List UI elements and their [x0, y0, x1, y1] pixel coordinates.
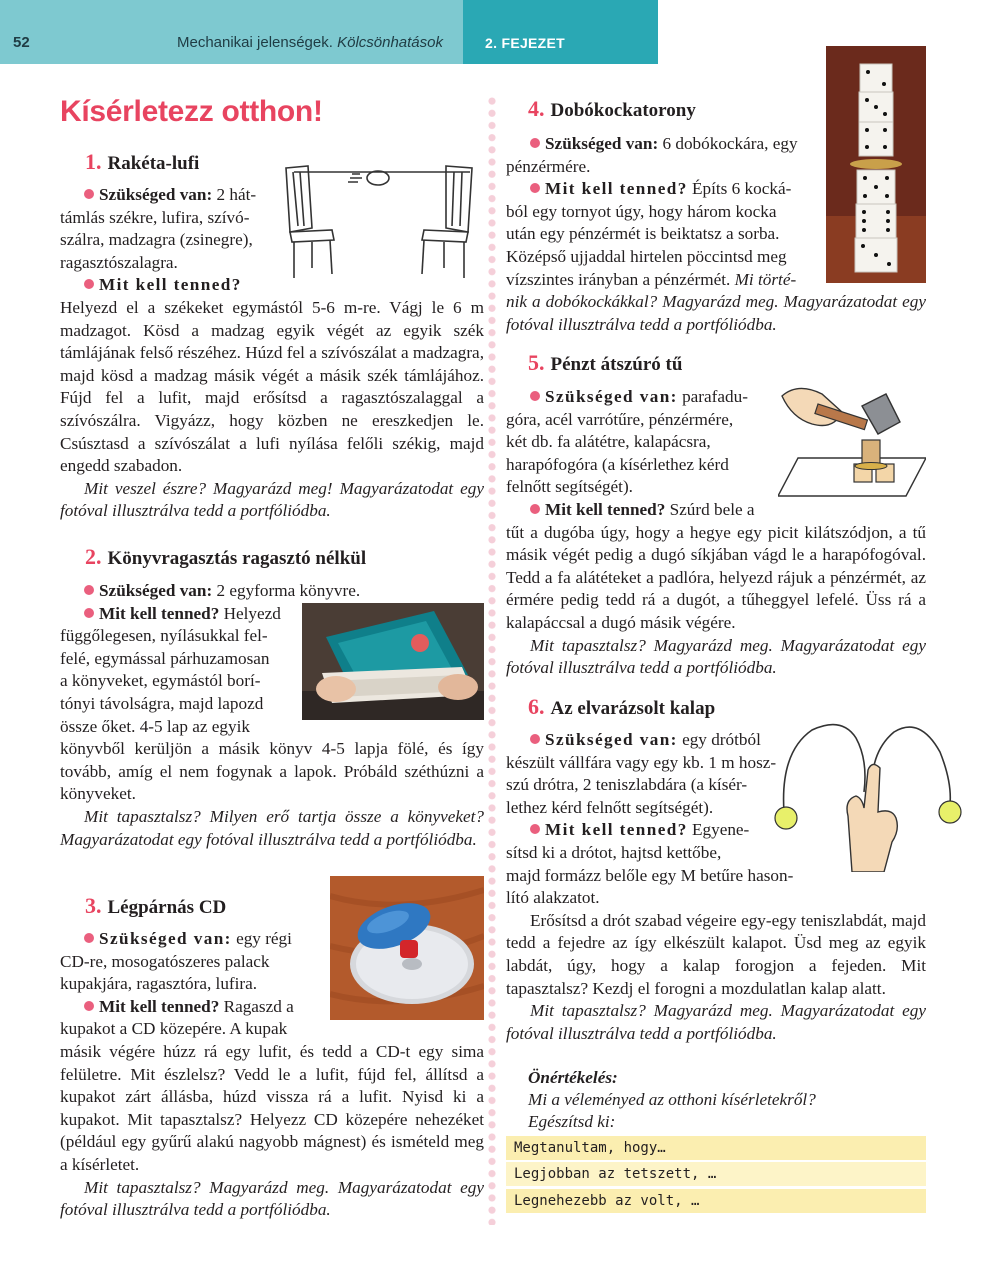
- chapter-label: 2. FEJEZET: [485, 35, 566, 51]
- running-title-italic: Kölcsönhatások: [337, 34, 443, 51]
- section-3-do-line: kupakot a CD közepére. A kupak: [60, 1019, 288, 1039]
- section-6-need-line: szú drótra, 2 teniszlabdára (a kísér-: [506, 775, 748, 795]
- section-6-need-line: lethez kérd felnőtt segítségét).: [506, 797, 714, 817]
- section-5-do-line: Szúrd bele a: [669, 499, 755, 519]
- section-6-need-line: készült vállfára vagy egy kb. 1 m hosz-: [506, 752, 777, 772]
- section-4-do-line: Építs 6 kocká-: [692, 179, 792, 199]
- bullet-icon: [84, 1001, 94, 1011]
- section-2-do-line: a könyveket, egymástól borí-: [60, 671, 261, 691]
- self-eval-row[interactable]: Legnehezebb az volt, …: [506, 1189, 926, 1213]
- section-4-question: nik a dobókockákkal? Magyarázd meg. Magyarázatodat egy fotóval illusztrálva tedd a portfóliódba.: [506, 292, 926, 334]
- section-3-question: Mit tapasztalsz? Magyarázd meg. Magyarázatodat egy fotóval illusztrálva tedd a portfóliódba.: [60, 1177, 484, 1220]
- section-2-need-label: Szükséged van:: [99, 581, 213, 600]
- section-1-body: [60, 184, 484, 523]
- section-5-instructions: tűt a dugóba úgy, hogy a hegye egy picit kilátszódjon, a tű másik végét pedig a dugó síkjában vágd le a harapófogóval. Tedd a fa alátéteket a padlóra, helyezd rájuk a pénzérmét, az érmére pedig tedd rá a dugót, a tűheggyel lefelé. Üss rá a kalapáccsal a dugó másik végére.: [506, 522, 926, 632]
- section-5-need-label: Szükséged van:: [545, 387, 678, 406]
- bullet-icon: [530, 504, 540, 514]
- section-1-title: Rakéta-lufi: [107, 153, 200, 174]
- self-evaluation: [528, 1067, 816, 1133]
- section-5-question: Mit tapasztalsz? Magyarázd meg. Magyarázatodat egy fotóval illusztrálva tedd a portfóliódba.: [506, 635, 926, 678]
- section-6-heading: [528, 694, 715, 720]
- section-2-title: Könyvragasztás ragasztó nélkül: [107, 548, 367, 569]
- section-4-body: [506, 133, 926, 336]
- section-6-do-line: sítsd ki a drótot, hajtsd kettőbe,: [506, 842, 722, 862]
- section-6-body: [506, 729, 926, 1045]
- section-2-do-line: függőlegesen, nyílásukkal fel-: [60, 626, 268, 646]
- section-5-need-line: két db. fa alátétre, kalapácsra,: [506, 432, 711, 452]
- section-3-need-line: egy régi: [236, 929, 292, 948]
- section-6-need-line: egy drótból: [682, 730, 761, 749]
- bullet-icon: [530, 734, 540, 744]
- bullet-icon: [84, 585, 94, 595]
- header-bar: [0, 0, 463, 64]
- self-eval-question: Mi a véleményed az otthoni kísérletekről?: [528, 1090, 816, 1109]
- section-3-need-line: CD-re, mosogatószeres palack: [60, 951, 270, 971]
- self-eval-title: Önértékelés:: [528, 1068, 618, 1087]
- section-2-do-line: felé, egymással párhuzamosan: [60, 648, 270, 668]
- section-4-do-line: ból egy tornyot úgy, hogy három kocka: [506, 201, 777, 221]
- section-2-do-line: Helyezd: [223, 603, 281, 623]
- section-2-do-line: tónyi távolságra, majd lapozd: [60, 693, 264, 713]
- section-1-number: 1.: [85, 149, 102, 174]
- section-1-need-line: támlás székre, lufira, szívó-: [60, 207, 250, 227]
- section-4-do-line: vízszintes irányban a pénzérmét.: [506, 269, 731, 289]
- section-5-need-line: parafadu-: [682, 387, 748, 406]
- section-2-body: [60, 580, 484, 851]
- section-2-do-line: össze őket. 4-5 lap az egyik: [60, 716, 250, 736]
- self-eval-row[interactable]: Legjobban az tetszett, …: [506, 1162, 926, 1186]
- section-3-number: 3.: [85, 893, 102, 918]
- section-6-question: Mit tapasztalsz? Magyarázd meg. Magyarázatodat egy fotóval illusztrálva tedd a portfóliódba.: [506, 1001, 926, 1043]
- section-6-do-line: majd formázz belőle egy M betűre hason-: [506, 865, 794, 885]
- section-4-need-line: pénzérmére.: [506, 156, 591, 176]
- section-3-instructions: másik végére húzz rá egy lufit, és tedd a CD-t egy sima felületre. Mit észlelsz? Vedd le a lufit, fújd fel, állítsd a kupakot zárt állásba, húzd vissza rá a lufit. Nyisd ki a kupakot. Mit tapasztalsz? Helyezz CD közepére nehezéket (például egy gyűrű alakú nagyobb mágnest) és ismételd meg a kísérletet.: [60, 1041, 484, 1174]
- section-1-instructions: Helyezd el a székeket egymástól 5-6 m-re. Vágj le 6 m madzagot. Kösd a madzag egyik végét az egyik szék támlájának felső részéhez. Húzd fel a szívószálat a madzagra, majd kösd a madzag másik végét a másik szék támlájához. Fújd fel a lufit, majd erősítsd a ragasztószalaggal a szívószálra. Vigyázz, hogy közben ne ereszkedjen le. Csúsztasd a szívószálat a lufi nyílása felőli székig, majd engedd szabadon.: [60, 297, 484, 476]
- section-1-need-label: Szükséged van:: [99, 185, 213, 204]
- section-6-instructions: Erősítsd a drót szabad végeire egy-egy teniszlabdát, majd tedd a fejedre az így elkészült kalapot. Üsd meg az egyik labdát, úgy, hogy a kalap forogjon a fejeden. Mit tapasztalsz? Kezdj el forogni a mozdulatlan kalap alatt.: [506, 910, 926, 998]
- page-title: Kísérletezz otthon!: [60, 95, 323, 128]
- section-4-heading: [528, 96, 696, 122]
- bullet-icon: [530, 391, 540, 401]
- section-2-need-text: 2 egyforma könyvre.: [216, 581, 361, 600]
- bullet-icon: [84, 189, 94, 199]
- page-number: 52: [13, 34, 30, 51]
- section-1-question: Mit veszel észre? Magyarázd meg! Magyarázatodat egy fotóval illusztrálva tedd a portfóliódba.: [60, 478, 484, 521]
- section-3-do-line: Ragaszd a: [223, 996, 294, 1016]
- section-2-question: Mit tapasztalsz? Milyen erő tartja össze a könyveket? Magyarázatodat egy fotóval illusztrálva tedd a portfóliódba.: [60, 806, 484, 849]
- running-title-plain: Mechanikai jelenségek.: [176, 34, 333, 51]
- section-3-body: [60, 928, 484, 1222]
- section-4-do-label: Mit kell tenned?: [545, 179, 688, 199]
- section-2-instructions: könyvből kerüljön a másik könyv 4-5 lapja fölé, és így tovább, amíg el nem fogynak a lapok. Próbáld széthúzni a könyveket.: [60, 739, 484, 804]
- section-6-do-line: lító alakzatot.: [506, 888, 600, 908]
- self-eval-instruction: Egészítsd ki:: [528, 1112, 616, 1131]
- column-divider: [487, 95, 497, 1225]
- section-4-need-label: Szükséged van:: [545, 134, 659, 153]
- section-6-need-label: Szükséged van:: [545, 730, 678, 749]
- section-5-body: [506, 386, 926, 680]
- section-2-number: 2.: [85, 544, 102, 569]
- bullet-icon: [84, 933, 94, 943]
- bullet-icon: [530, 183, 540, 193]
- self-eval-row[interactable]: Megtanultam, hogy…: [506, 1136, 926, 1160]
- section-1-heading: [85, 149, 199, 175]
- section-3-need-label: Szükséged van:: [99, 929, 232, 948]
- section-4-question-start: Mi törté-: [734, 269, 797, 289]
- self-eval-rows: [506, 1136, 926, 1215]
- section-4-number: 4.: [528, 96, 545, 121]
- section-5-need-line: góra, acél varrótűre, pénzérmére,: [506, 409, 734, 429]
- bullet-icon: [530, 824, 540, 834]
- section-6-do-line: Egyene-: [692, 820, 750, 840]
- section-6-number: 6.: [528, 694, 545, 719]
- section-2-do-label: Mit kell tenned?: [99, 603, 220, 623]
- section-3-heading: [85, 893, 226, 919]
- section-1-need-line: ragasztószalagra.: [60, 252, 178, 272]
- section-2-heading: [85, 544, 366, 570]
- section-1-need-line: 2 hát-: [216, 185, 257, 204]
- bullet-icon: [84, 279, 94, 289]
- section-4-do-line: Középső ujjaddal hirtelen pöccintsd meg: [506, 246, 787, 266]
- section-4-title: Dobókockatorony: [550, 100, 696, 121]
- section-5-do-label: Mit kell tenned?: [545, 499, 666, 519]
- section-6-title: Az elvarázsolt kalap: [550, 698, 716, 719]
- section-3-need-line: kupakjára, ragasztóra, lufira.: [60, 974, 258, 994]
- section-6-do-label: Mit kell tenned?: [545, 820, 688, 840]
- bullet-icon: [84, 608, 94, 618]
- running-title: [177, 34, 443, 51]
- chapter-tab: [463, 0, 658, 64]
- section-3-do-label: Mit kell tenned?: [99, 996, 220, 1016]
- section-5-number: 5.: [528, 350, 545, 375]
- bullet-icon: [530, 138, 540, 148]
- section-4-need-line: 6 dobókockára, egy: [662, 134, 798, 153]
- section-5-need-line: harapófogóra (a kísérlethez kérd: [506, 454, 729, 474]
- section-1-do-label: Mit kell tenned?: [99, 275, 242, 295]
- section-3-title: Légpárnás CD: [107, 897, 227, 918]
- section-5-title: Pénzt átszúró tű: [550, 354, 683, 375]
- section-1-need-line: szálra, madzagra (zsinegre),: [60, 230, 253, 250]
- section-5-heading: [528, 350, 682, 376]
- section-4-do-line: után egy pénzérmét is beiktatsz a sorba.: [506, 224, 780, 244]
- section-5-need-line: felnőtt segítségét).: [506, 477, 633, 497]
